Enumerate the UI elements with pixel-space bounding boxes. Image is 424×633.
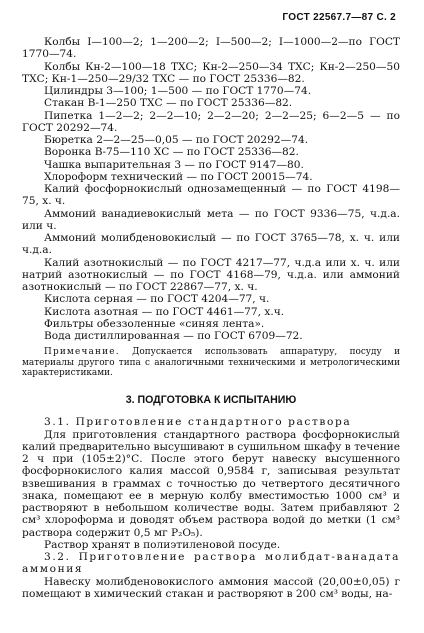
list-item: Воронка В-75—110 ХС — по ГОСТ 25336—82. (44, 146, 299, 159)
paragraph: Для приготовления стандартного раствора фосфорнокислый калий предварительно высушивают в сушильном шкафу в течение 2 ч при (105±2)°С. После этого берут навеску высушенного фосфорнокислого калия массой 0,9584 г, записывая результат взвешивания в граммах с точностью до четвертого десятичного знака, помещают ее в мерную колбу вместимостью 1000 см³ и растворяют в небольшом количестве воды. Затем прибавляют 2 см³ хлороформа и доводят объем раствора водой до метки (1 см³ раствора содержит 0,5 мг P₂O₅). (22, 428, 400, 539)
list-item: Аммоний молибденовокислый — по ГОСТ 3765—78, х. ч. или ч.д.а. (22, 232, 400, 257)
list-item: Кислота серная — по ГОСТ 4204—77, ч. (44, 293, 270, 306)
list-item: Хлороформ технический — по ГОСТ 20015—74. (44, 170, 313, 183)
document-body (22, 36, 400, 600)
list-item: Калий фосфорнокислый однозамещенный — по ГОСТ 4198—75, х. ч. (22, 183, 400, 208)
note (22, 347, 400, 379)
list-item: Колбы Кн-2—100—18 ТХС; Кн-2—250—34 ТХС; Кн-2—250—50 ТХС; Кн-1—250—29/32 ТХС — по ГОСТ 25336—82. (22, 60, 400, 85)
note-text: Допускается использовать аппаратуру, посуду и материалы другого типа с аналогичными техническими и метрологическими характеристиками. (22, 347, 400, 379)
equipment-list (22, 36, 400, 342)
list-item: Колбы I—100—2; 1—200—2; I—500—2; I—1000—2—по ГОСТ 1770—74. (22, 36, 400, 61)
list-item: Кислота азотная — по ГОСТ 4461—77, х.ч. (44, 305, 285, 318)
list-item: Калий азотнокислый — по ГОСТ 4217—77, ч.д.а или х. ч. или натрий азотнокислый — по ГОСТ 4168—79, ч.д.а. или аммоний азотнокислый — по ГОСТ 22867—77, х. ч. (22, 256, 400, 293)
list-item: Аммоний ванадиевокислый мета — по ГОСТ 9336—75, ч.д.а. или ч. (22, 207, 400, 232)
list-item: Бюретка 2—2—25—0,05 — по ГОСТ 20292—74. (44, 134, 309, 146)
subsection-heading: 3.1. Приготовление стандартного раствора (44, 416, 352, 429)
list-item: Стакан В-1—250 ТХС — по ГОСТ 25336—82. (44, 97, 293, 110)
paragraph: Навеску молибденовокислого аммония массой (20,00±0,05) г помещают в химический стакан и растворяют в 200 см³ воды, на- (22, 575, 400, 600)
list-item: Вода дистиллированная — по ГОСТ 6709—72. (44, 330, 303, 342)
page-header: ГОСТ 22567.7—87 С. 2 (282, 12, 396, 23)
list-item: Чашка выпарительная 3 — по ГОСТ 9147—80. (44, 158, 304, 171)
subsection-heading: 3.2. Приготовление раствора молибдат-ванадата аммония (22, 551, 400, 576)
list-item: Фильтры обеззоленные «синяя лента». (44, 317, 265, 330)
paragraph: Раствор хранят в полиэтиленовой посуде. (44, 538, 281, 551)
section-title: 3. ПОДГОТОВКА К ИСПЫТАНИЮ (125, 394, 297, 407)
list-item: Цилиндры 3—100; 1—500 — по ГОСТ 1770—74. (44, 85, 312, 97)
note-label: Примечание. (44, 347, 120, 358)
list-item: Пипетка 1—2—2; 2—2—10; 2—2—20; 2—2—25; 6—2—5 — по ГОСТ 20292—74. (22, 109, 400, 134)
